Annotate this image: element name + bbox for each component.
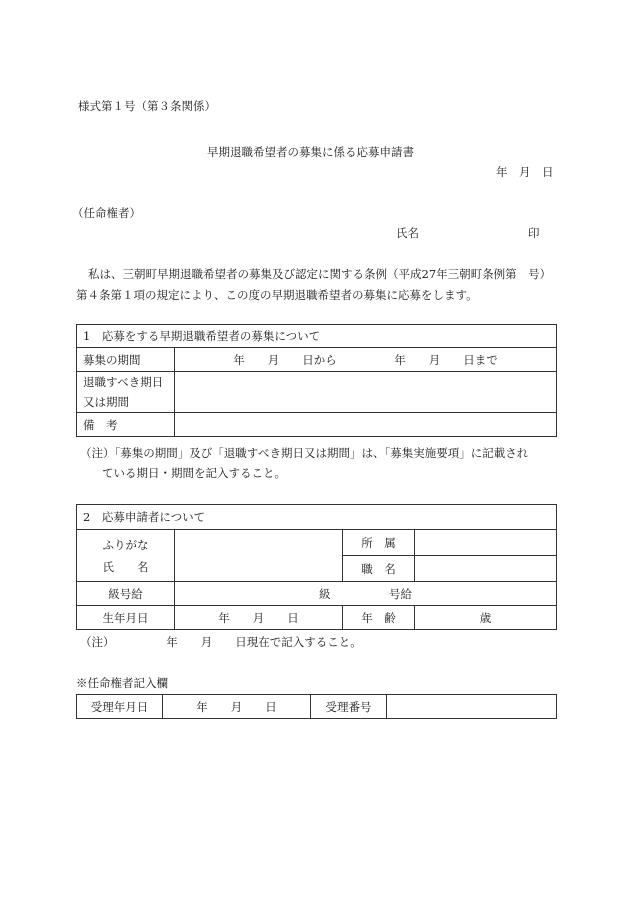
position-label: 職 名 bbox=[343, 556, 415, 582]
seal-label: 印 bbox=[528, 226, 540, 240]
birth-date-field[interactable]: 年 月 日 bbox=[175, 606, 343, 630]
name-label: 氏 名 bbox=[102, 559, 149, 574]
section1-note-line-2: ている期日・期間を記入すること。 bbox=[102, 466, 286, 480]
received-date-field[interactable]: 年 月 日 bbox=[163, 695, 311, 719]
affiliation-field[interactable] bbox=[415, 530, 557, 556]
retire-date-field[interactable] bbox=[175, 372, 557, 413]
retire-label-line-1: 退職すべき期日 bbox=[83, 375, 164, 389]
applicant-name-label: 氏名 bbox=[396, 226, 419, 240]
grade-label: 級号給 bbox=[77, 582, 175, 606]
remarks-label: 備 考 bbox=[77, 413, 175, 437]
retire-date-label bbox=[77, 372, 175, 413]
received-date-label: 受理年月日 bbox=[77, 695, 163, 719]
form-number: 様式第１号（第３条関係） bbox=[78, 99, 216, 113]
body-text-line-1: 私は、三朝町早期退職希望者の募集及び認定に関する条例（平成27年三朝町条例第 号） bbox=[88, 267, 552, 281]
affiliation-label: 所 属 bbox=[343, 530, 415, 556]
age-label: 年 齢 bbox=[343, 606, 415, 630]
received-number-field[interactable] bbox=[387, 695, 557, 719]
grade-step-unit: 号給 bbox=[389, 587, 412, 601]
section1-note-line-1: （注）「募集の期間」及び「退職すべき期日又は期間」は、「募集実施要項」に記載され bbox=[80, 446, 529, 460]
page-title: 早期退職希望者の募集に係る応募申請書 bbox=[207, 145, 414, 159]
section2-table bbox=[76, 504, 557, 630]
section3-table bbox=[76, 694, 557, 719]
section2-note: （注） 年 月 日現在で記入すること。 bbox=[80, 635, 362, 649]
remarks-field[interactable] bbox=[175, 413, 557, 437]
grade-field[interactable] bbox=[175, 582, 557, 606]
section1-table bbox=[76, 324, 557, 437]
period-value[interactable]: 年 月 日から 年 月 日まで bbox=[175, 348, 557, 372]
section1-header: 1 応募をする早期退職希望者の募集について bbox=[77, 325, 557, 348]
birth-date-label: 生年月日 bbox=[77, 606, 175, 630]
furigana-label: ふりがな bbox=[102, 537, 149, 552]
age-field[interactable]: 歳 bbox=[415, 606, 557, 630]
grade-unit: 級 bbox=[319, 587, 331, 601]
date-line: 年 月 日 bbox=[496, 165, 554, 179]
body-text-line-2: 第４条第１項の規定により、この度の早期退職希望者の募集に応募をします。 bbox=[76, 288, 478, 302]
received-number-label: 受理番号 bbox=[311, 695, 387, 719]
section3-header: ※任命権者記入欄 bbox=[76, 676, 168, 690]
position-field[interactable] bbox=[415, 556, 557, 582]
applicant-name-field[interactable] bbox=[175, 530, 343, 582]
retire-label-line-2: 又は期間 bbox=[83, 395, 129, 409]
addressee: （任命権者） bbox=[72, 206, 141, 220]
section2-header: 2 応募申請者について bbox=[77, 505, 557, 530]
furigana-name-label bbox=[77, 530, 175, 582]
period-label: 募集の期間 bbox=[77, 348, 175, 372]
